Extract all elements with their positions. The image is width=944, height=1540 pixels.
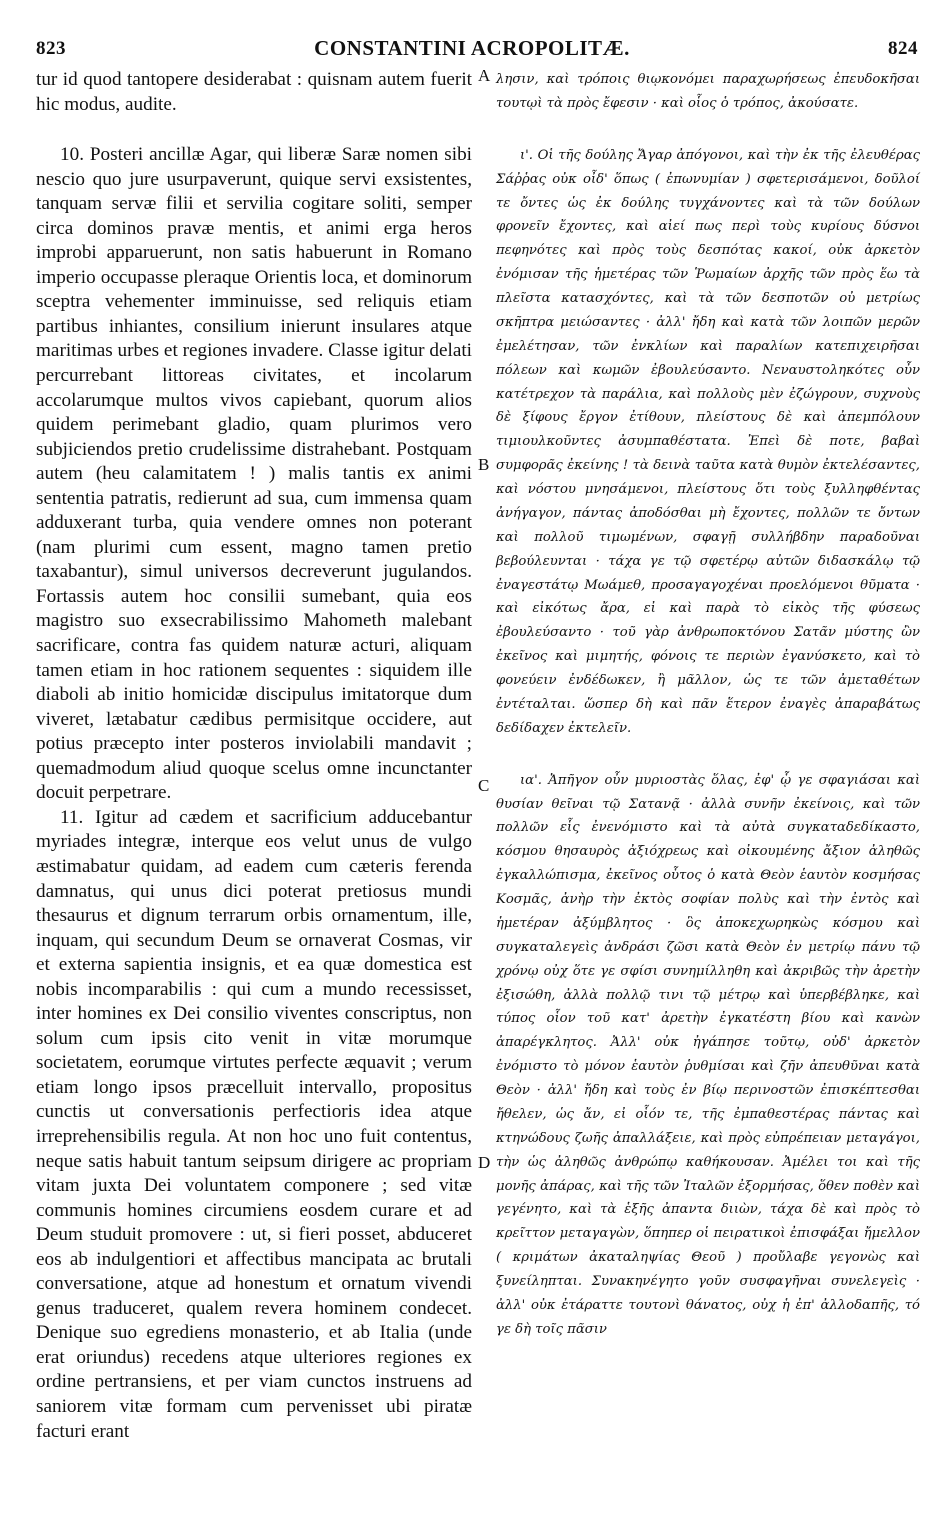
greek-paragraph-continued: λησιν, καὶ τρόποις θιῳκονόμει παραχωρήσεως ἐπευδοκῆσαι τουτῳὶ τὰ πρὸς ἔφεσιν · καὶ οἷος ὁ τρόπος, ἀκούσατε. bbox=[496, 72, 920, 111]
right-page-number: 824 bbox=[888, 38, 918, 59]
latin-paragraph-10: 10. Posteri ancillæ Agar, qui liberæ Saræ nomen sibi nescio quo jure usurpaverunt, quique servi exsistentes, tanquam servæ filii et servilia cogitare soliti, semper circa dominos pravæ mentis, et animi erga heros improbi apparuerunt, non satis habuerunt in Romano imperio occupasse pleraque Orientis loca, et dominorum sceptra vehementer imminuisse, sed reliquis etiam partibus inhiantes, consilium inierunt insulares atque maritimas urbes et regiones invadere. Classe igitur delati percurrebant littoreas civitates, et incolarum accolarumque multos vivos capiebant, quorum alios quidem perimebant gladio, quam plurimos vero subjiciendos pretio crudelissime distrahebant. Postquam autem (heu calamitatem ! ) malis tantis ex animi sententia patratis, redierunt ad sua, cum immensa quam adduxerant turba, quia vendere omnes non poterant (nam plurimi cum essent, magno tamen pretio taxabantur), simul universos decreverunt jugulandos. Fortassis autem hoc consilii sumebant, quia eos magistro suo exsecrabilissimo Mahometh malebant sacrificare, contra fas quidem naturæ acturi, aliquam tamen etiam in hoc rationem sequentes : siquidem ille diaboli ab initio homicidæ discipulus imitatorque dum viveret, lætabatur cædibus permisitque occidere, aut potius præcepto inter posteros inviolabili mandavit ; quemadmodum aliud quoque scelus omne incunctanter docuit perpetrare. bbox=[36, 144, 472, 804]
margin-marker-d: D bbox=[478, 1153, 491, 1172]
margin-marker-c: C bbox=[478, 776, 490, 795]
left-page-number: 823 bbox=[36, 38, 66, 59]
greek-paragraph-10: ι'. Οἱ τῆς δούλης Ἄγαρ ἀπόγονοι, καὶ τὴν ἐκ τῆς ἐλευθέρας Σάῤῥας οὐκ οἶδ' ὅπως ( ἐπωνυμίαν ) σφετερισάμενοι, δοῦλοί τε ὄντες ὡς ἐκ δούλης τυγχάνοντες καὶ τὰ τῶν δούλων φρονεῖν ἔχοντες, καὶ αἰεί πως περὶ τοὺς κυρίους δύσνοι πεφηνότες καὶ πρὸς τοὺς δεσπότας κακοί, οὐκ ἀρκετὸν ἐνόμισαν τῆς ἡμετέρας τῶν Ῥωμαίων ἀρχῆς τῶν πρὸς ἕω τὰ πλεῖστα κατασχόντες, καὶ τὰ τῶν δεσποτῶν οὐ μετρίως σκῆπτρα μειώσαντες · ἀλλ' ἤδη καὶ κατὰ τῶν λοιπῶν μερῶν ἐμελέτησαν, τῶν ἐνκλίων καὶ παραλίων κατεπιχειρῆσαι πόλεων καὶ κωμῶν ἐβουλεύσαντο. Νεναυστοληκότες οὖν κατέτρεχον τὰ παράλια, καὶ πολλοὺς μὲν ἐζώγρουν, συχνοὺς δὲ ξίφους ἔργον ἐτίθουν, πλείστους δὲ καὶ ἀπεμπόλουν τιμιουλκοῦντες ἀσυμπαθέστατα. Ἐπεὶ δὲ ποτε, βαβαὶ συμφορᾶς ἐκείνης ! τὰ δεινὰ ταῦτα κατὰ θυμὸν ἐκτελέσαντες, καὶ νόστου μνησάμενοι, πλείστους ὅτι τοὺς ξυλληφθέντας ἀνήγαγον, πάντας ἀποδόσθαι μὴ ἔχοντες, πολλῶν τε ὄντων καὶ πολλοῦ τιμωμένων, σφαγῇ συλλήβδην παραδοῦναι βεβούλευνται · τάχα γε τῷ σφετέρῳ αὐτῶν διδασκάλῳ τῷ ἐναγεστάτῳ Μωάμεθ, προσαγαγοχέναι προελόμενοι θῦματα · καὶ εἰκότως ἄρα, εἰ καὶ παρὰ τὸ εἰκὸς τῆς φύσεως ἐβουλεύσαντο · τοῦ γὰρ ἀνθρωποκτόνου Σατᾶν μύστης ὢν ἐκεῖνος καὶ μιμητής, φόνοις τε περιὼν ἐγανύσκετο, καὶ τὸ φονεύειν ἐνδέδωκεν, ἢ μᾶλλον, ὡς τε τῶν ἀμεταθέτων ἐντέταλται. ὥσπερ δὴ καὶ πᾶν ἕτερον ἐναγὲς ἀπαραβάτως δεδίδαχεν ἐκτελεῖν. bbox=[496, 147, 920, 736]
latin-paragraph-continued: tur id quod tantopere desiderabat : quisnam autem fuerit hic modus, audite. bbox=[36, 69, 472, 115]
margin-marker-a: A bbox=[478, 66, 491, 85]
latin-paragraph-11: 11. Igitur ad cædem et sacrificium adducebantur myriades integræ, interque eos velut unus de vulgo æstimabatur quidam, ad eadem cum cæteris ferenda damnatus, qui unus dici poterat pretiosus mundi thesaurus et dignum terrarum orbis ornamentum, ille, inquam, qui secundum Deum se ornaverat Cosmas, vir et externa sapientia insignis, et ea quæ domestica est nobis incomparabilis : qui cum a mundo recessisset, inter homines ex Dei consilio viventes conscriptus, non solum cum ipsis cito venit in vitæ morumque societatem, eorumque virtutes perfecte æquavit ; verum etiam longo ipsos præcelluit intervallo, propositus cunctis ut conversationis perfectioris idea atque irreprehensibilis regula. At non hoc uno fuit contentus, neque satis habuit tantum seipsum dirigere ac propriam vitam juxta Dei voluntatem componere ; sed vitæ communis homines circumiens eosdem curare et ad Deum studuit promovere : ut, si fieri posset, abduceret eos ab indulgentiori et affectibus mancipata ac brutali conversatione, atque ad honestum et ornatum vivendi genus traduceret, qualem revera hominem condecet. Denique suo egrediens monasterio, et ab Italia (unde erat oriundus) recedens atque ulteriores regiones ex ordine pertransiens, et per viam cunctos instruens ad saniorem vitæ formam cum pervenisset ubi piratæ facturi erant bbox=[36, 806, 472, 1442]
greek-paragraph-11: ια'. Ἀπῆγον οὖν μυριοστὰς ὅλας, ἐφ' ᾧ γε σφαγιάσαι καὶ θυσίαν θεῖναι τῷ Σατανᾷ · ἀλλὰ συνῆν ἐκείνοις, καὶ τῶν πολλῶν εἷς ἐνενόμιστο καὶ τὰ αὐτὰ συγκαταδεδίκαστο, κόσμου θησαυρὸς ἀξιόχρεως καὶ οἰκουμένης ἄξιον ἀληθῶς ἐγκαλλώπισμα, ἐκεῖνος οὗτος ὁ κατὰ Θεὸν ἑαυτὸν κοσμήσας Κοσμᾶς, ἀνὴρ τὴν ἐκτὸς σοφίαν πολὺς καὶ τὴν ἐντὸς καὶ ἡμετέραν ἀξύμβλητος · ὃς ἀποκεχωρηκὼς κόσμου καὶ συγκαταλεγεὶς ἀνδράσι ζῶσι κατὰ Θεὸν ἐν μετρίῳ πάνυ τῷ χρόνῳ οὐχ ὅτε γε σφίσι συνημίλληθη καὶ ἀκριβῶς τὴν ἀρετὴν ἐξισώθη, ἀλλὰ πολλῷ τινι τῷ μέτρῳ καὶ ὑπερβέβληκε, καὶ τύπος οἷον τοῦ κατ' ἀρετὴν ἐγκατέστη βίου καὶ κανὼν ἀπαρέγκλητος. Ἀλλ' οὐκ ἠγάπησε τοῦτῳ, οὐδ' ἀρκετὸν ἐνόμιστο τὸ μόνον ἑαυτὸν ῥυθμίσαι καὶ ζῆν ἀπευθῦναι κατὰ Θεὸν · ἀλλ' ἤδη καὶ τοὺς ἐν βίῳ περινοστῶν ἐπισκέπτεσθαι ἤθελεν, ὡς ἄν, εἰ οἷόν τε, τῆς ἐμπαθεστέρας πάντας καὶ κτηνώδους ζωῆς ἀπαλλάξειε, καὶ πρὸς εὐπρέπειαν μεταγάγοι, τὴν ὡς ἀληθῶς ἀνθρώπῳ καθήκουσαν. Ἀμέλει τοι καὶ τῆς μονῆς ἀπάρας, καὶ τῆς τῶν Ἰταλῶν ἐξορμήσας, ὅθεν ποθὲν καὶ γεγένητο, καὶ τὰ ἑξῆς ἀπαντα διιὼν, τάχα δὲ καὶ πρὸς τὸ κρεῖττον μεταγαγὼν, ὅπηπερ οἱ πειρατικοὶ ἐπισφάξαι ἤμελλον ( κριμάτων ἀκαταληψίας Θεοῦ ) προὔλαβε γεγονὼς καὶ ξυνείληπται. Συνακηνέγητο γοῦν συσφαγῆναι συνελεγεὶς · ἀλλ' οὐκ ἐτάραττε τουτονὶ θάνατος, οὐχ ἡ ἐπ' ἀλλοδαπῆς, τό γε δὴ τοῖς πᾶσιν bbox=[496, 772, 920, 1337]
margin-marker-b: B bbox=[478, 455, 490, 474]
latin-column bbox=[36, 68, 472, 1444]
running-title: CONSTANTINI ACROPOLITÆ. bbox=[314, 36, 630, 60]
running-header bbox=[0, 0, 944, 60]
greek-column bbox=[496, 68, 920, 1342]
